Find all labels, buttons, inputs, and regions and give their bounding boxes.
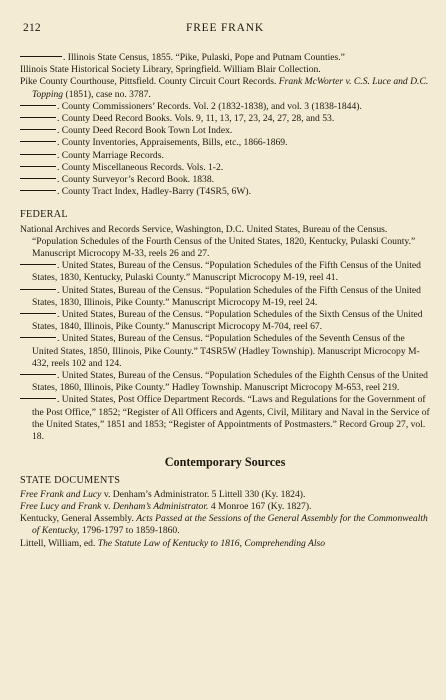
entry-text: . County Miscellaneous Records. Vols. 1-2. xyxy=(57,161,224,173)
entry-text: (1851), case no. 3787. xyxy=(63,88,151,100)
entry-text: . County Deed Record Book Town Lot Index. xyxy=(57,125,233,137)
ditto-dash xyxy=(20,337,56,338)
bibliography-entry xyxy=(20,125,430,137)
bibliography-entry xyxy=(20,224,430,261)
entry-text: . County Marriage Records. xyxy=(57,149,164,161)
ditto-dash xyxy=(20,166,56,167)
entry-text: Pike County Courthouse, Pittsfield. County Circuit Court Records. xyxy=(20,76,279,88)
bibliography-entry xyxy=(20,137,430,149)
entry-text: . County Deed Record Books. Vols. 9, 11, 13, 17, 23, 24, 27, 28, and 53. xyxy=(57,113,335,125)
bibliography-entry xyxy=(20,113,430,125)
entry-text: 4 Monroe 167 (Ky. 1827). xyxy=(208,500,312,512)
bibliography-entry xyxy=(20,101,430,113)
bibliography-entry xyxy=(20,370,430,394)
bibliography-entry xyxy=(20,538,430,550)
bibliography-entry xyxy=(20,285,430,309)
entry-text: v. Denham’s Administrator. 5 Littell 330 (Ky. 1824). xyxy=(101,488,306,500)
entry-italic-title: Free Frank and Lucy xyxy=(20,488,102,500)
bibliography-entry xyxy=(20,162,430,174)
bibliography-entry xyxy=(20,64,430,76)
section-title-contemporary-sources: Contemporary Sources xyxy=(164,455,286,470)
entry-text: . County Inventories, Appraisements, Bills, etc., 1866-1869. xyxy=(57,137,288,149)
entry-text: Kentucky, General Assembly. xyxy=(20,513,137,525)
entry-text: Illinois State Historical Society Library, Springfield. William Blair Collection. xyxy=(20,64,321,76)
ditto-dash xyxy=(20,129,56,130)
bibliography-entry xyxy=(20,150,430,162)
bibliography-entry xyxy=(20,513,430,537)
bibliography-entry xyxy=(20,501,430,513)
section-label-federal: FEDERAL xyxy=(20,209,68,221)
bibliography-entry xyxy=(20,489,430,501)
bibliography-entry xyxy=(20,52,430,64)
running-head xyxy=(20,22,430,40)
entry-text: . County Tract Index, Hadley-Barry (T4SR5, 6W). xyxy=(57,186,251,198)
entry-text: National Archives and Records Service, Washington, D.C. United States, Bureau of the Census. “Population Schedules of the Fourth Census of the United States, 1820, Kentucky, Pulaski County.” Manuscript Microcopy M-33, reels 26 and 27. xyxy=(20,223,416,260)
ditto-dash xyxy=(20,105,56,106)
bibliography-entry xyxy=(20,333,430,370)
ditto-dash xyxy=(20,154,56,155)
bibliography-entry xyxy=(20,76,430,100)
bibliography-entry xyxy=(20,394,430,443)
entry-italic-title: Acts Passed at the Sessions of the General Assembly for the Commonwealth of Kentucky, xyxy=(32,513,428,537)
ditto-dash xyxy=(20,190,56,191)
entry-text: . United States, Bureau of the Census. “Population Schedules of the Fifth Census of the United States, 1830, Illinois, Pike County.” Manuscript Microcopy M-19, reel 24. xyxy=(32,284,421,308)
entry-italic-title: Free Lucy and Frank xyxy=(20,500,102,512)
ditto-dash xyxy=(20,374,56,375)
entry-text: . United States, Bureau of the Census. “Population Schedules of the Sixth Census of the United States, 1840, Illinois, Pike County.” Manuscript Microcopy M-704, reel 67. xyxy=(32,309,423,333)
ditto-dash xyxy=(20,56,62,57)
bibliography-entry xyxy=(20,186,430,198)
ditto-dash xyxy=(20,178,56,179)
bibliography-entry xyxy=(20,309,430,333)
entry-italic-title: The Statute Law of Kentucky to 1816, Comprehending Also xyxy=(97,537,326,549)
entry-text: Littell, William, ed. xyxy=(20,537,98,549)
page-number: 212 xyxy=(23,22,41,34)
running-title: FREE FRANK xyxy=(186,22,264,34)
ditto-dash xyxy=(20,289,56,290)
section-label-state-documents: STATE DOCUMENTS xyxy=(20,474,121,486)
state-documents-list xyxy=(20,489,430,550)
entry-text: . United States, Post Office Department Records. “Laws and Regulations for the Government of the Post Office,” 1852; “Register of All Officers and Agents, Civil, Military and Naval in the Service of the United States,” 1851 and 1853; “Register of Appointments of Postmasters.” Record Group 27, vol. 18. xyxy=(32,394,430,443)
illinois-records-list xyxy=(20,52,430,198)
entry-text: v. xyxy=(101,500,113,512)
book-page xyxy=(20,22,430,692)
bibliography-entry xyxy=(20,260,430,284)
entry-text: . County Surveyor’s Record Book. 1838. xyxy=(57,174,215,186)
ditto-dash xyxy=(20,398,56,399)
ditto-dash xyxy=(20,313,56,314)
entry-text: . United States, Bureau of the Census. “Population Schedules of the Eighth Census of the United States, 1860, Illinois, Pike County.” Hadley Township. Manuscript Microcopy M-653, reel 219. xyxy=(32,370,428,394)
ditto-dash xyxy=(20,117,56,118)
entry-text: . Illinois State Census, 1855. “Pike, Pulaski, Pope and Putnam Counties.” xyxy=(63,52,345,63)
federal-records-list xyxy=(20,224,430,444)
entry-text: . United States, Bureau of the Census. “Population Schedules of the Fifth Census of the United States, 1830, Kentucky, Pulaski County.” Manuscript Microcopy M-19, reel 41. xyxy=(32,260,421,284)
entry-text: . County Commissioners’ Records. Vol. 2 (1832-1838), and vol. 3 (1838-1844). xyxy=(57,100,362,112)
entry-text: . United States, Bureau of the Census. “Population Schedules of the Seventh Census of the United States, 1850, Illinois, Pike County.” T4SR5W (Hadley Township). Manuscript Microcopy M-432, reels 102 and 124. xyxy=(32,333,420,369)
ditto-dash xyxy=(20,141,56,142)
bibliography xyxy=(20,52,430,550)
entry-italic-title: Denham’s Administrator. xyxy=(112,500,209,512)
entry-text: 1796-1797 to 1859-1860. xyxy=(79,525,180,537)
entry-italic-title: Frank McWorter v. C.S. Luce and D.C. Topping xyxy=(32,76,429,100)
ditto-dash xyxy=(20,264,56,265)
bibliography-entry xyxy=(20,174,430,186)
